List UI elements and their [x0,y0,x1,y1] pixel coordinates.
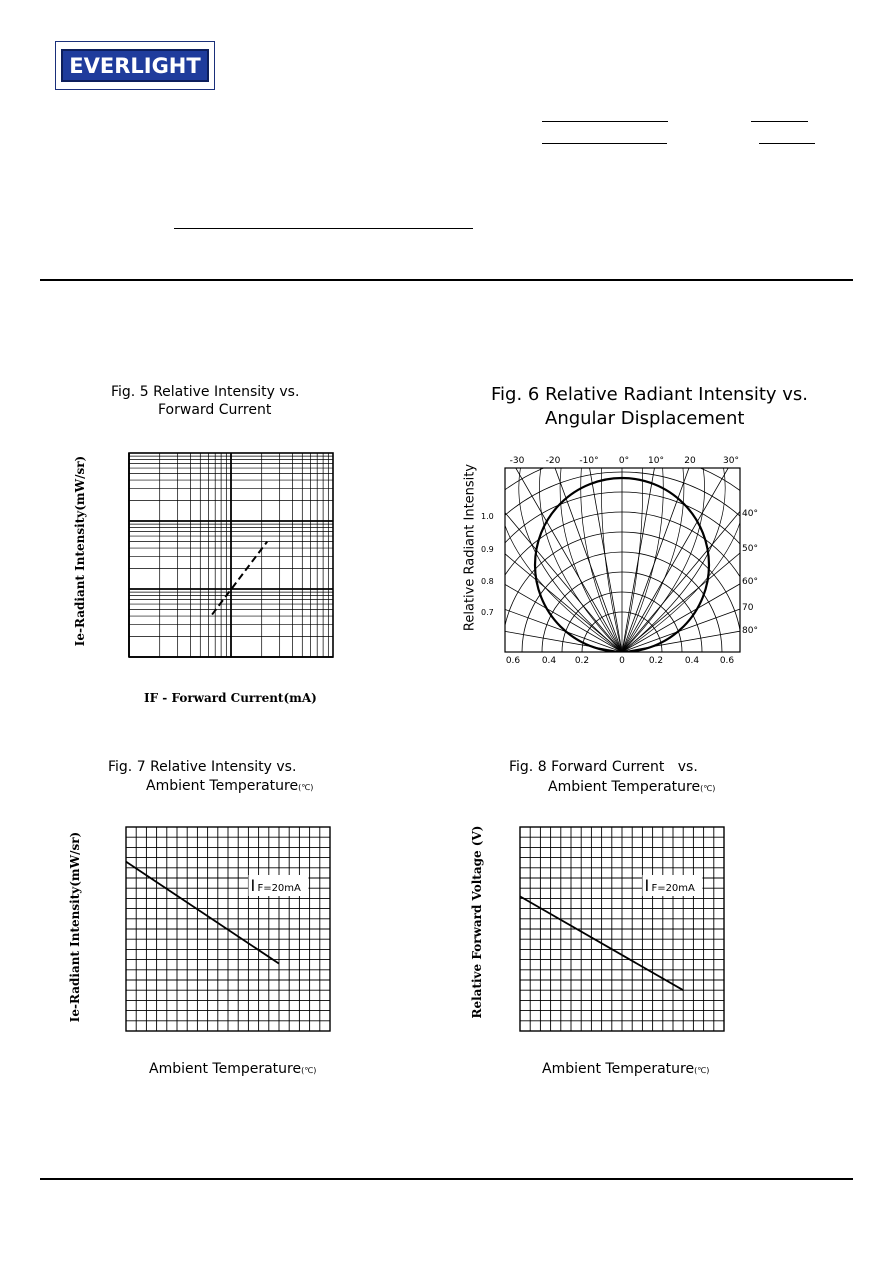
header-field-line-2 [751,121,808,122]
fig6-top-tick-label: 30° [723,456,739,466]
header-field-line-5 [174,228,473,229]
fig8-title-unit: (℃) [700,784,716,793]
fig6-top-tick-label: 0° [618,456,630,466]
logo-badge [61,49,209,82]
header-field-line-4 [759,143,815,144]
fig7-annotation-main: I [250,876,256,895]
fig6-top-tick-label: -30 [509,456,525,466]
fig6-bottom-tick-label: 0.2 [648,656,664,666]
logo-text: EVERLIGHT [69,53,201,78]
fig8-x-axis-main: Ambient Temperature [542,1061,695,1077]
fig7-title-main: Ambient Temperature [146,778,299,794]
fig6-bottom-tick-label: 0 [619,656,625,666]
fig6-right-tick-label: 40° [742,509,758,519]
fig5-title-line2: Forward Current [158,402,272,418]
fig6-grid-spoke [622,407,828,652]
fig6-left-tick-label: 0.7 [481,608,494,617]
fig8-x-axis-unit: (℃) [694,1066,710,1075]
fig7-x-axis-label [149,1061,316,1077]
fig8-title-line1: Fig. 8 Forward Current vs. [509,759,698,775]
fig6-grid-spoke [622,596,892,652]
fig6-chart [481,450,770,670]
bottom-divider [40,1178,853,1180]
fig5-chart [126,450,336,660]
fig8-chart [518,825,728,1035]
fig6-top-tick-label: 10° [648,456,664,466]
fig8-title-main: Ambient Temperature [548,779,701,795]
fig5-x-axis-label: IF - Forward Current(mA) [144,691,317,705]
fig6-top-tick-label: 20 [684,456,696,466]
fig6-left-tick-label: 1.0 [481,512,494,521]
fig8-y-axis-label: Relative Forward Voltage (V) [470,825,484,1019]
fig7-y-axis-label: Ie-Radiant Intensity(mW/sr) [68,831,82,1023]
fig6-left-tick-label: 0.9 [481,545,494,554]
fig6-y-axis-label: Relative Radiant Intensity [462,463,478,632]
fig7-chart [124,825,334,1035]
fig6-grid-spoke [416,407,622,652]
fig5-title-line1: Fig. 5 Relative Intensity vs. [111,384,300,400]
fig6-bottom-tick-label: 0.6 [719,656,735,666]
fig6-top-tick-label: -10° [579,456,599,466]
fig6-right-tick-label: 70 [742,603,754,613]
fig6-left-tick-label: 0.8 [481,577,494,586]
everlight-logo [55,41,215,90]
fig6-right-tick-label: 60° [742,577,758,587]
fig8-annotation-sub: F=20mA [651,883,695,894]
top-divider [40,279,853,281]
fig8-x-axis-label [542,1061,709,1077]
fig6-grid-spoke [377,446,622,652]
fig8-annotation-main: I [644,876,650,895]
fig6-top-tick-label: -20 [545,456,561,466]
fig8-title-line2 [548,778,715,798]
fig5-y-axis-label: Ie-Radiant Intensity(mW/sr) [73,455,87,647]
fig6-right-tick-label: 50° [742,544,758,554]
header-field-line-3 [542,143,667,144]
fig7-title-unit: (℃) [298,783,314,792]
fig7-title-line2 [146,777,313,797]
fig6-right-tick-label: 80° [742,626,758,636]
fig5-series-line [212,542,267,615]
fig6-bottom-tick-label: 0.4 [684,656,700,666]
fig7-annotation-sub: F=20mA [257,883,301,894]
fig6-title-line1: Fig. 6 Relative Radiant Intensity vs. [491,384,809,405]
fig6-bottom-tick-label: 0.4 [541,656,557,666]
fig6-bottom-tick-label: 0.6 [505,656,521,666]
header-field-line-1 [542,121,668,122]
fig7-x-axis-main: Ambient Temperature [149,1061,302,1077]
fig6-title-line2: Angular Displacement [545,408,745,429]
fig6-bottom-tick-label: 0.2 [574,656,590,666]
fig7-x-axis-unit: (℃) [301,1066,317,1075]
fig7-title-line1: Fig. 7 Relative Intensity vs. [108,759,297,775]
